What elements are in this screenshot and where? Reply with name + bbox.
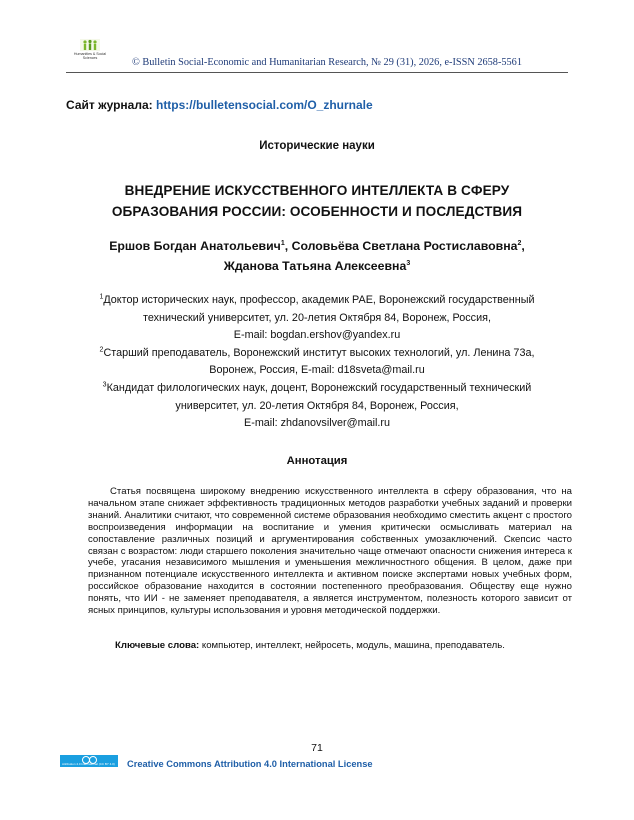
author-2-sup: 2 xyxy=(517,239,522,247)
journal-logo xyxy=(66,38,114,68)
section-heading: Исторические науки xyxy=(259,140,375,152)
logo-line-2: Sciences xyxy=(82,56,98,60)
authors-line-2 xyxy=(66,256,568,276)
site-label: Сайт журнала: xyxy=(66,98,156,112)
affiliation-1 xyxy=(66,292,568,310)
journal-header: © Bulletin Social-Economic and Humanitarian Research, № 29 (31), 2026, e-ISSN 2658-5561 xyxy=(132,57,522,68)
author-2: Соловьёва Светлана Ростиславовна xyxy=(291,239,518,253)
cc-license-badge[interactable] xyxy=(60,755,118,767)
keywords-label: Ключевые слова: xyxy=(115,640,200,651)
site-link[interactable]: https://bulletensocial.com/O_zhurnale xyxy=(155,98,373,112)
affiliation-3-line-2: университет, ул. 20-летия Октября 84, Воронеж, Россия, xyxy=(175,399,459,412)
affiliations xyxy=(66,292,568,433)
keywords-text: компьютер, интеллект, нейросеть, модуль, машина, преподаватель. xyxy=(199,640,505,651)
keywords xyxy=(115,640,505,651)
abstract-text: Статья посвящена широкому внедрению искусственного интеллекта в сферу образования, что на начальном этапе снижает эффективность традиционных методов разработки учебных заданий и проверки знаний. Аналитики считают, что современной системе образования необходимо сместить акцент с простого воспроизведения информации на воспитание и умения критически осмысливать материал на сопоставление различных позиций и аргументирования собственных умозаключений. Скепсис часто связан с возрастом: люди старшего поколения значительно чаще отмечают опасности снижения интереса к учебе, угасания независимого мышления и уменьшения межличностного общения. В целом, даже при признанном потенциале искусственного интеллекта и активном поиске экспертами новых учебных форм, российское образование находится в состоянии постепенного преобразования. Обществу еще нужно понять, что ИИ - не заменяет преподавателя, а является инструментом, полезность которого зависит от ясных принципов, культуры использования и уровня методической поддержки. xyxy=(88,486,572,617)
affiliation-1-sup: 1 xyxy=(99,293,104,301)
page-number: 71 xyxy=(311,742,323,754)
license-link[interactable]: Creative Commons Attribution 4.0 International License xyxy=(127,759,373,769)
title-line-2: ОБРАЗОВАНИЯ РОССИИ: ОСОБЕННОСТИ И ПОСЛЕДСТВИЯ xyxy=(111,204,523,219)
affiliation-3-sup: 3 xyxy=(102,381,107,389)
affiliation-1-email: E-mail: bogdan.ershov@yandex.ru xyxy=(233,329,401,342)
author-1-sup: 1 xyxy=(280,239,285,247)
abstract-heading: Аннотация xyxy=(286,455,348,467)
title-line-1: ВНЕДРЕНИЕ ИСКУССТВЕННОГО ИНТЕЛЛЕКТА В СФЕРУ xyxy=(124,183,510,198)
affiliation-1-line-2: технический университет, ул. 20-летия Октября 84, Воронеж, Россия, xyxy=(143,311,491,324)
author-3-sup: 3 xyxy=(406,259,411,267)
affiliation-1-line-1: Доктор исторических наук, профессор, академик РАЕ, Воронежский государственный xyxy=(103,294,535,306)
affiliation-2-line-1: Старший преподаватель, Воронежский институт высоких технологий, ул. Ленина 73а, xyxy=(103,346,535,359)
authors xyxy=(66,236,568,276)
affiliation-2 xyxy=(66,345,568,363)
authors-line-1: Ершов Богдан Анатольевич$^1$, Соловьёва Светлана Ростиславовна$^2$, xyxy=(109,239,525,253)
affiliation-3-email: E-mail: zhdanovsilver@mail.ru xyxy=(244,417,390,430)
cc-badge-text: Attribution 4.0 International (CC BY 4.0) xyxy=(62,762,115,766)
affiliation-2-sup: 2 xyxy=(99,346,104,354)
affiliation-2-line-2: Воронеж, Россия, E-mail: d18sveta@mail.ru xyxy=(209,364,425,377)
header-divider xyxy=(66,72,568,73)
affiliation-3 xyxy=(66,380,568,398)
affiliation-3-line-1: Кандидат филологических наук, доцент, Воронежский государственный технический xyxy=(106,381,532,394)
logo-line-1: Humanities & Social xyxy=(73,52,107,56)
people-logo-icon xyxy=(79,38,101,52)
journal-site xyxy=(66,98,373,112)
author-3: Жданова Татьяна Алексеевна xyxy=(223,259,407,273)
article-title xyxy=(66,180,568,222)
author-1: Ершов Богдан Анатольевич xyxy=(109,239,281,253)
